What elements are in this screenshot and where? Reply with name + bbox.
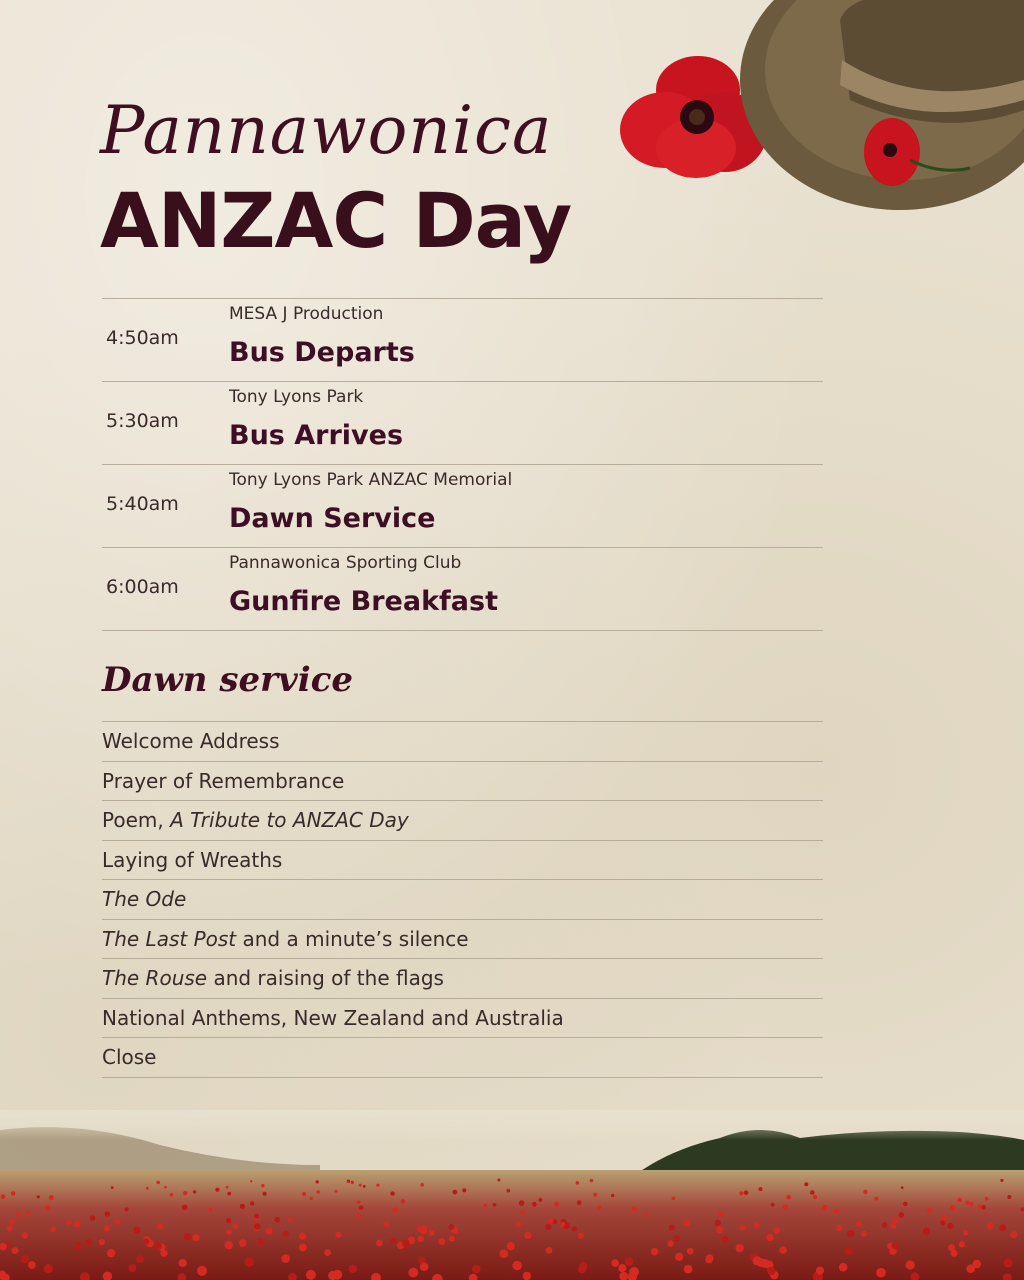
poppy-dot <box>923 1228 930 1235</box>
poppy-dot <box>383 1221 389 1227</box>
poppy-dot <box>390 1238 396 1244</box>
poppy-dot <box>507 1189 511 1193</box>
poppy-dot <box>947 1223 953 1229</box>
poppy-dot <box>548 1218 553 1223</box>
poppy-dot <box>164 1186 167 1189</box>
poppy-dot <box>643 1212 647 1216</box>
poppy-dot <box>22 1232 28 1238</box>
poppy-dot <box>771 1203 775 1207</box>
poppy-dot <box>9 1219 15 1225</box>
poppy-dot <box>981 1205 986 1210</box>
poppy-dot <box>418 1236 424 1242</box>
poppy-dot <box>963 1230 969 1236</box>
item-text: Welcome Address <box>102 729 280 753</box>
poppy-dot <box>985 1197 989 1201</box>
poppy-dot <box>420 1262 429 1271</box>
poppy-dot <box>226 1229 232 1235</box>
poppy-dot <box>111 1186 114 1189</box>
poppy-dot <box>333 1270 343 1280</box>
poppy-dot <box>299 1243 307 1251</box>
item-text: Close <box>102 1045 157 1069</box>
item-title: The Ode <box>102 887 187 911</box>
poppy-dot <box>154 1242 162 1250</box>
poppy-dot <box>786 1195 791 1200</box>
schedule-time: 5:40am <box>106 493 179 515</box>
poppy-dot <box>115 1219 121 1225</box>
list-item <box>102 841 823 881</box>
poppy-dot <box>265 1228 272 1235</box>
poppy-dot <box>288 1218 293 1223</box>
poppy-dot <box>590 1179 594 1183</box>
poppy-dot <box>90 1215 96 1221</box>
poppy-dot <box>813 1195 817 1199</box>
poppy-dot <box>390 1191 394 1195</box>
page-title: ANZAC Day <box>100 176 572 265</box>
poppy-dot <box>499 1249 508 1258</box>
poppy-dot <box>1010 1231 1017 1238</box>
page-title-script: Pannawonica <box>100 92 553 169</box>
item-text: and raising of the flags <box>207 966 444 990</box>
poppy-dot <box>408 1268 418 1278</box>
poppy-dot <box>651 1248 658 1255</box>
poppy-dot <box>1004 1258 1013 1267</box>
poppy-dot <box>836 1225 842 1231</box>
poppy-dot <box>715 1220 721 1226</box>
poppy-dot <box>226 1218 231 1223</box>
poppy-dot <box>554 1202 559 1207</box>
poppy-dot <box>225 1241 233 1249</box>
poppy-dot <box>669 1225 675 1231</box>
dawn-service-heading: Dawn service <box>102 660 354 700</box>
poppy-dot <box>44 1264 53 1273</box>
list-item <box>102 801 823 841</box>
poppy-field-icon <box>0 1110 1024 1280</box>
poppy-dot <box>449 1224 455 1230</box>
schedule-row <box>102 382 823 465</box>
poppy-dot <box>571 1226 577 1232</box>
poppy-dot <box>262 1192 266 1196</box>
poppy-dot <box>863 1190 867 1194</box>
poppy-dot <box>546 1247 553 1254</box>
item-title: A Tribute to ANZAC Day <box>170 808 409 832</box>
poppy-dot <box>302 1192 306 1196</box>
poppy-dot <box>16 1212 21 1217</box>
poppy-dot <box>667 1240 674 1247</box>
poppy-dot <box>316 1180 319 1183</box>
poppy-dot <box>107 1249 115 1257</box>
poppy-dot <box>197 1266 207 1276</box>
poppy-dot <box>250 1201 254 1205</box>
poppy-dot <box>170 1193 174 1197</box>
poppy-dot <box>942 1215 948 1221</box>
poppy-dot <box>240 1204 245 1209</box>
poppy-dot <box>978 1205 982 1209</box>
poppy-dot <box>903 1202 908 1207</box>
list-item <box>102 762 823 802</box>
poppy-dot <box>75 1242 82 1249</box>
schedule-time: 4:50am <box>106 327 179 349</box>
poppy-dot <box>716 1226 723 1233</box>
list-item <box>102 1038 823 1078</box>
poppy-dot <box>215 1188 219 1192</box>
poppy-dot <box>516 1222 521 1227</box>
poppy-dot <box>472 1265 481 1274</box>
poppy-dot <box>736 1244 744 1252</box>
poppy-dot <box>625 1257 634 1266</box>
poppy-dot <box>767 1267 775 1275</box>
poppy-dot <box>578 1233 584 1239</box>
poppy-dot <box>335 1190 338 1193</box>
poppy-dot <box>50 1227 56 1233</box>
schedule-event: Dawn Service <box>229 503 436 534</box>
poppy-dot <box>524 1232 531 1239</box>
schedule-row <box>102 465 823 548</box>
poppy-dot <box>959 1241 965 1247</box>
poppy-dot <box>11 1191 15 1195</box>
poppy-dot <box>376 1240 383 1247</box>
poppy-dot <box>672 1197 676 1201</box>
poppy-dot <box>233 1223 239 1229</box>
poppy-dot <box>753 1256 762 1265</box>
poppy-dot <box>193 1190 196 1193</box>
poppy-dot <box>357 1200 361 1204</box>
order-of-service <box>102 721 823 1078</box>
poppy-dot <box>227 1192 231 1196</box>
poppy-dot <box>179 1259 187 1267</box>
poppy-dot <box>892 1217 898 1223</box>
slouch-hat-icon <box>740 0 1024 220</box>
poppy-dot <box>250 1180 252 1182</box>
poppy-dot <box>306 1270 316 1280</box>
poppy-dot <box>847 1230 854 1237</box>
poppy-dot <box>208 1208 212 1212</box>
poppy-dot <box>687 1248 694 1255</box>
poppy-dot <box>160 1250 167 1257</box>
poppy-dot <box>882 1222 888 1228</box>
poppy-dot <box>401 1199 406 1204</box>
poppy-dot <box>104 1225 110 1231</box>
poppy-dot <box>782 1204 788 1210</box>
item-text: Laying of Wreaths <box>102 847 283 872</box>
schedule-event: Bus Arrives <box>229 420 404 451</box>
poppy-dot <box>429 1230 435 1236</box>
poppy-dot <box>810 1190 815 1195</box>
poppy-dot <box>239 1239 247 1247</box>
poppy-dot <box>611 1194 614 1197</box>
schedule-time: 6:00am <box>106 576 179 598</box>
poppy-dot <box>739 1191 743 1195</box>
poppy-dot <box>497 1179 500 1182</box>
poppy-dot <box>146 1187 149 1190</box>
poppy-dot <box>449 1236 455 1242</box>
poppy-dot <box>545 1224 551 1230</box>
list-item <box>102 959 823 999</box>
poppy-dot <box>393 1207 399 1213</box>
poppy-dot <box>453 1190 458 1195</box>
poppy-dot <box>874 1197 878 1201</box>
poppy-dot <box>417 1226 423 1232</box>
poppy-dot <box>845 1246 854 1255</box>
list-item <box>102 722 823 762</box>
list-item <box>102 999 823 1039</box>
poppy-dot <box>890 1223 896 1229</box>
poppy-dot <box>356 1213 361 1218</box>
poppy-dot <box>513 1261 522 1270</box>
schedule-location: Tony Lyons Park ANZAC Memorial <box>229 470 513 490</box>
poppy-dot <box>275 1217 281 1223</box>
poppy-dot <box>283 1231 289 1237</box>
poppy-dot <box>675 1253 683 1261</box>
poppy-dot <box>822 1205 827 1210</box>
poppy-dot <box>577 1200 582 1205</box>
poppy-dot <box>12 1247 19 1254</box>
poppy-dot <box>973 1260 981 1268</box>
poppy-dot <box>143 1239 149 1245</box>
poppy-dot <box>359 1184 362 1187</box>
poppy-dot <box>74 1221 81 1228</box>
poppy-dot <box>316 1190 320 1194</box>
poppy-dot <box>861 1231 867 1237</box>
poppy-dot <box>245 1257 254 1266</box>
poppy-dot <box>128 1264 136 1272</box>
poppy-dot <box>856 1221 862 1227</box>
poppy-dot <box>761 1259 770 1268</box>
poppy-dot <box>376 1184 379 1187</box>
poppy-dot <box>257 1239 264 1246</box>
poppy-dot <box>957 1198 962 1203</box>
poppy-dot <box>37 1195 40 1198</box>
poppy-dot <box>705 1256 713 1264</box>
poppy-dot <box>804 1182 808 1186</box>
poppy-dot <box>560 1222 565 1227</box>
poppy-dot <box>901 1186 904 1189</box>
item-text: Poem, <box>102 808 171 832</box>
poppy-dot <box>484 1204 488 1208</box>
item-title: The Last Post <box>102 926 237 951</box>
poppy-dot <box>438 1238 445 1245</box>
poppy-dot <box>226 1186 229 1189</box>
poppy-dot <box>254 1214 259 1219</box>
poppy-dot <box>156 1181 160 1185</box>
poppy-dot <box>7 1225 13 1231</box>
poppy-dot <box>1007 1195 1011 1199</box>
poppy-dot <box>834 1209 839 1214</box>
poppy-dot <box>839 1263 848 1272</box>
poppy-dot <box>359 1205 363 1209</box>
poppy-dot <box>125 1207 129 1211</box>
poppy-dot <box>349 1265 357 1273</box>
poppy-dot <box>1 1194 6 1199</box>
poppy-dot <box>999 1224 1006 1231</box>
poppy-dot <box>402 1239 410 1247</box>
poppy-dot <box>99 1239 105 1245</box>
poppy-dot <box>49 1195 54 1200</box>
poppy-dot <box>493 1203 497 1207</box>
schedule-location: Tony Lyons Park <box>229 387 364 407</box>
poppy-dot <box>683 1220 690 1227</box>
schedule-location: Pannawonica Sporting Club <box>229 553 462 573</box>
poppy-dot <box>85 1239 92 1246</box>
poppy-dot <box>927 1208 932 1213</box>
poppy-dot <box>579 1262 587 1270</box>
poppy-dot <box>133 1227 140 1234</box>
item-text: and a minute’s silence <box>236 926 469 951</box>
poppy-dot <box>523 1272 531 1280</box>
list-item <box>102 920 823 960</box>
poppy-dot <box>721 1236 728 1243</box>
item-text: Prayer of Remembrance <box>102 768 345 793</box>
item-title: The Rouse <box>102 966 208 990</box>
poppy-dot <box>420 1183 424 1187</box>
schedule-row <box>102 299 823 382</box>
poppy-dot <box>744 1190 749 1195</box>
poppy-dot <box>740 1225 746 1231</box>
poppy-dot <box>136 1255 144 1263</box>
poppy-dot <box>618 1264 626 1272</box>
schedule-event: Bus Departs <box>229 337 415 368</box>
schedule-time: 5:30am <box>106 410 179 432</box>
poppy-dot <box>965 1201 969 1205</box>
poppy-dot <box>351 1181 354 1184</box>
poppy-dot <box>105 1211 111 1217</box>
poppy-dot <box>754 1222 760 1228</box>
schedule-event: Gunfire Breakfast <box>229 586 498 617</box>
poppy-dot <box>970 1202 974 1206</box>
item-text: National Anthems, New Zealand and Australia <box>102 1005 564 1030</box>
poppy-dot <box>335 1232 341 1238</box>
poppy-dot <box>363 1185 366 1188</box>
poppy-dot <box>183 1191 187 1195</box>
poppy-dot <box>576 1181 580 1185</box>
poppy-dot <box>611 1259 619 1267</box>
poppy-dot <box>310 1197 313 1200</box>
poppy-dot <box>950 1205 955 1210</box>
poppy-dot <box>520 1211 524 1215</box>
poppy-dot <box>462 1188 466 1192</box>
poppy-dot <box>281 1254 290 1263</box>
poppy-dot <box>184 1233 191 1240</box>
schedule-row <box>102 548 823 631</box>
poppy-dot <box>519 1200 525 1206</box>
poppy-dot <box>347 1181 349 1183</box>
poppy-dot <box>28 1261 36 1269</box>
poppy-dot <box>597 1206 601 1210</box>
poppy-dot <box>632 1207 637 1212</box>
poppy-dot <box>684 1265 693 1274</box>
poppy-dot <box>906 1260 915 1269</box>
poppy-dot <box>182 1205 188 1211</box>
poppy-dot <box>940 1220 945 1225</box>
poppy-dot <box>26 1211 30 1215</box>
poppy-dot <box>21 1255 29 1263</box>
poppy-dot <box>66 1221 71 1226</box>
poppy-dot <box>951 1250 958 1257</box>
poppy-dot <box>759 1187 763 1191</box>
poppy-dot <box>192 1234 199 1241</box>
poppy-dot <box>507 1242 515 1250</box>
poppy-dot <box>673 1235 680 1242</box>
poppy-dot <box>987 1222 994 1229</box>
poppy-dot <box>899 1212 905 1218</box>
poppy-dot <box>532 1202 537 1207</box>
poppy-dot <box>261 1184 264 1187</box>
poppy-dot <box>876 1268 886 1278</box>
poppy-dot <box>254 1223 261 1230</box>
poppy-dot <box>1000 1179 1003 1182</box>
poppy-dot <box>45 1205 50 1210</box>
poppy-dot <box>816 1267 824 1275</box>
poppy-dot <box>766 1234 774 1242</box>
poppy-dot <box>157 1223 163 1229</box>
schedule-location: MESA J Production <box>229 304 384 324</box>
poppy-dot <box>892 1242 899 1249</box>
poppy-dot <box>299 1232 306 1239</box>
poppy-dot <box>774 1227 781 1234</box>
poppy-dot <box>324 1249 331 1256</box>
poppy-dot <box>779 1246 787 1254</box>
schedule-table <box>102 298 823 631</box>
list-item <box>102 880 823 920</box>
poppy-dot <box>593 1193 597 1197</box>
poppy-dot <box>538 1198 542 1202</box>
poppy-dot <box>718 1212 723 1217</box>
